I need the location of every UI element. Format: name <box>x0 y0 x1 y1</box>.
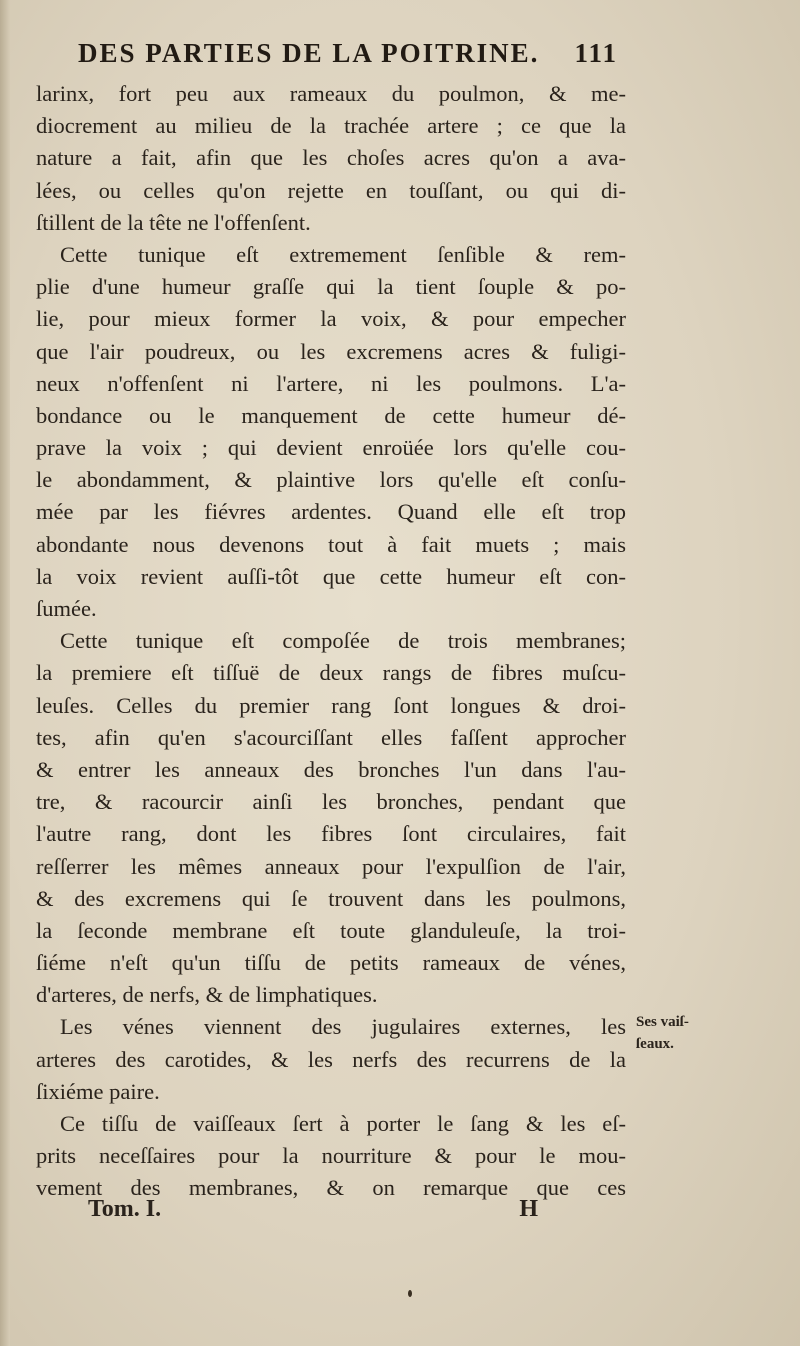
text-line: & entrer les anneaux des bronches l'un dans l'au- <box>36 756 626 782</box>
signature-mark: H <box>519 1196 538 1222</box>
margin-note-line: Ses vaiſ- <box>636 1014 689 1030</box>
text-line: Cette tunique eſt compoſée de trois membranes; <box>60 628 626 654</box>
text-line: mée par les fiévres ardentes. Quand elle eſt trop <box>36 499 626 525</box>
margin-note <box>636 1011 756 1055</box>
text-line: larinx, fort peu aux rameaux du poulmon, & me- <box>36 81 626 106</box>
text-line: lie, pour mieux former la voix, & pour empecher <box>36 306 626 332</box>
text-line: d'arteres, de nerfs, & de limphatiques. <box>36 982 378 1008</box>
text-line: & des excremens qui ſe trouvent dans les poulmons, <box>36 885 626 911</box>
text-line: leuſes. Celles du premier rang ſont longues & droi- <box>36 692 626 718</box>
text-line: arteres des carotides, & les nerfs des recurrens de la <box>36 1046 626 1072</box>
text-line: bondance ou le manquement de cette humeur dé- <box>36 402 626 428</box>
text-line: vement des membranes, & on remarque que ces <box>36 1175 626 1201</box>
text-line: ſtillent de la tête ne l'offenſent. <box>36 209 311 235</box>
text-line: tre, & racourcir ainſi les bronches, pendant que <box>36 789 626 815</box>
page-number: 111 <box>574 38 618 68</box>
text-line: tes, afin qu'en s'acourciſſant elles faſſent approcher <box>36 724 626 750</box>
ink-spot <box>408 1290 412 1297</box>
text-line: Cette tunique eſt extremement ſenſible & rem- <box>60 241 626 267</box>
text-line: la voix revient auſſi-tôt que cette humeur eſt con- <box>36 563 626 589</box>
text-line: la ſeconde membrane eſt toute glanduleuſe, la troi- <box>36 917 626 943</box>
text-line: reſſerrer les mêmes anneaux pour l'expulſion de l'air, <box>36 853 626 879</box>
text-line: prits neceſſaires pour la nourriture & pour le mou- <box>36 1143 626 1169</box>
text-line: nature a fait, afin que les choſes acres qu'on a ava- <box>36 145 626 171</box>
margin-note-line: ſeaux. <box>636 1036 674 1052</box>
text-line: le abondamment, & plaintive lors qu'elle eſt conſu- <box>36 467 626 493</box>
text-line: l'autre rang, dont les fibres ſont circulaires, fait <box>36 821 626 847</box>
text-line: neux n'offenſent ni l'artere, ni les poulmons. L'a- <box>36 370 626 396</box>
text-line: diocrement au milieu de la trachée artere ; ce que la <box>36 113 626 139</box>
text-line: ſixiéme paire. <box>36 1078 160 1104</box>
text-line: lées, ou celles qu'on rejette en touſſant, ou qui di- <box>36 177 626 203</box>
text-line: la premiere eſt tiſſuë de deux rangs de fibres muſcu- <box>36 660 626 686</box>
body-text <box>36 78 626 1205</box>
text-line: prave la voix ; qui devient enroüée lors qu'elle cou- <box>36 435 626 461</box>
volume-mark: Tom. I. <box>88 1196 162 1222</box>
text-line: abondante nous devenons tout à fait muets ; mais <box>36 531 626 557</box>
text-line: ſumée. <box>36 596 97 621</box>
text-line: ſiéme n'eſt qu'un tiſſu de petits rameaux de vénes, <box>36 950 626 976</box>
running-header <box>78 38 618 78</box>
page-gutter <box>0 0 10 1346</box>
page-footer <box>88 1196 538 1223</box>
text-line: Les vénes viennent des jugulaires externes, les <box>60 1014 626 1040</box>
running-title: DES PARTIES DE LA POITRINE. <box>78 38 540 68</box>
text-line: que l'air poudreux, ou les excremens acres & fuligi- <box>36 338 626 364</box>
text-line: plie d'une humeur graſſe qui la tient ſouple & po- <box>36 274 626 300</box>
text-line: Ce tiſſu de vaiſſeaux ſert à porter le ſang & les eſ- <box>60 1111 626 1136</box>
